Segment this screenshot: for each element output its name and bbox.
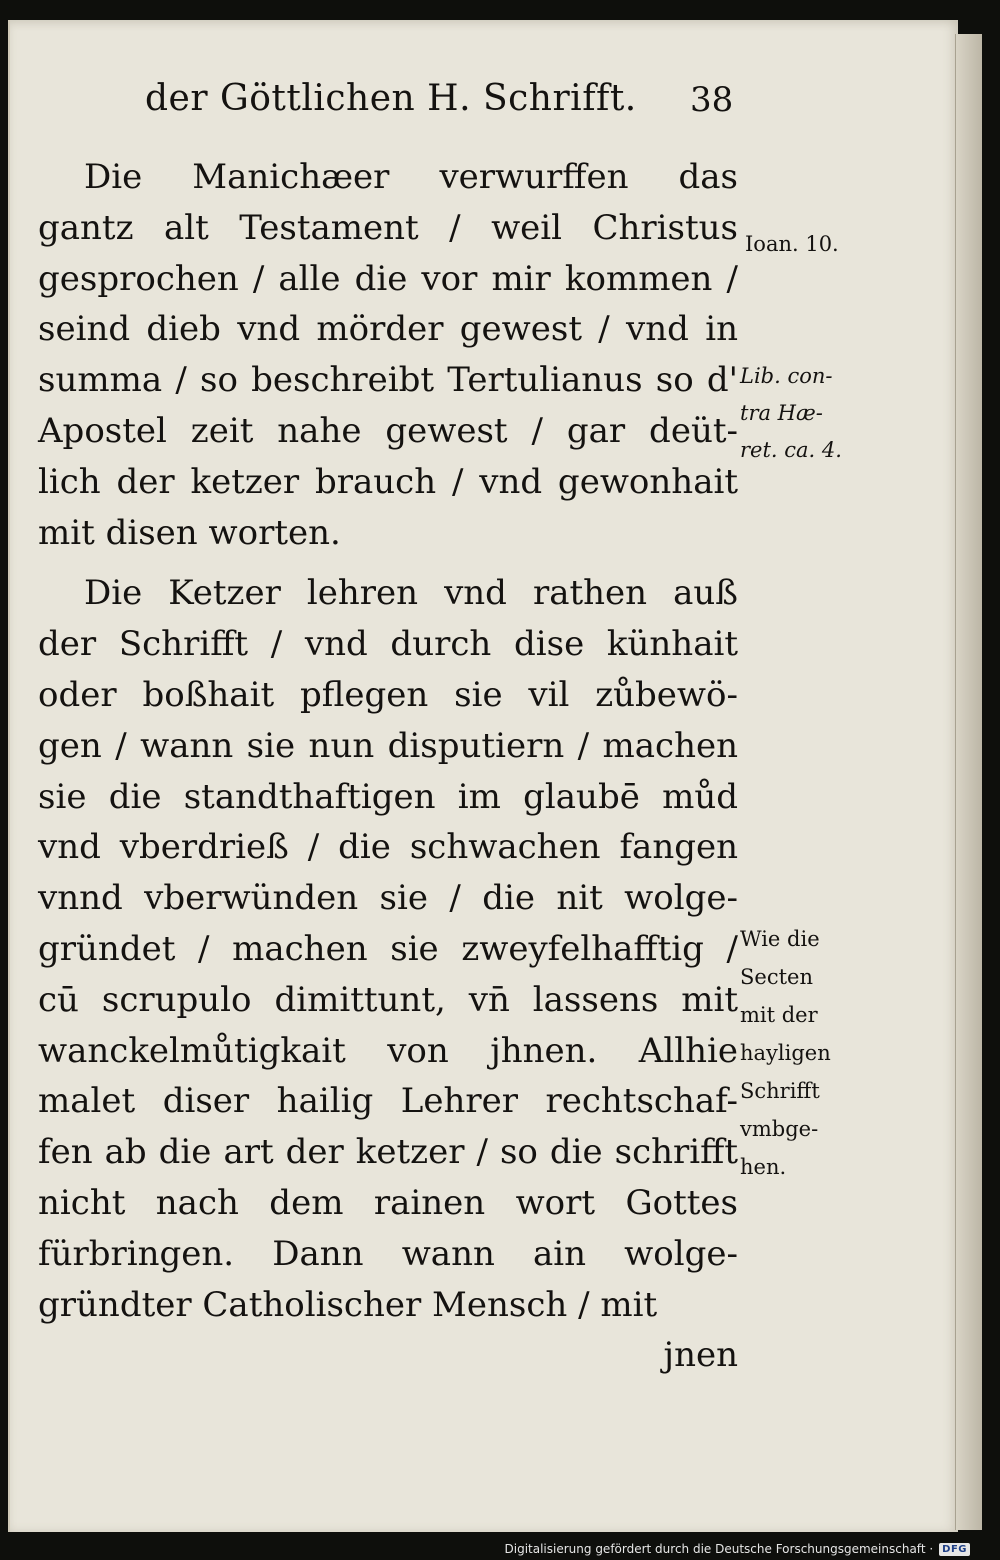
text-line: Die Ketzer lehren vnd rathen auß (84, 573, 738, 614)
text-line: gen / wann sie nun disputiern / machen (38, 725, 738, 766)
margin-note-sects (740, 920, 831, 1186)
text-line: wanckelmůtigkait von jhnen. Allhie (38, 1030, 738, 1071)
text-line: fürbringen. Dann wann ain wolge- (38, 1233, 738, 1274)
margin-note-line: mit der (740, 1003, 818, 1027)
margin-note-line: ret. ca. 4. (740, 438, 842, 462)
text-line: malet diser hailig Lehrer rechtschaf- (38, 1081, 738, 1122)
margin-note-line: vmbge- (740, 1117, 819, 1141)
margin-note-line: Secten (740, 965, 813, 989)
running-head: der Göttlichen H. Schrifft. (145, 78, 637, 119)
catchword: jnen (663, 1335, 738, 1376)
credit-text: Digitalisierung gefördert durch die Deutsche Forschungsgemeinschaft · (504, 1542, 934, 1556)
text-line: cū scrupulo dimittunt, vn̄ lassens mit (38, 979, 738, 1020)
text-line: gantz alt Testament / weil Christus (38, 207, 738, 248)
text-line: gesprochen / alle die vor mir kommen / (38, 258, 738, 299)
page-edge (955, 34, 982, 1530)
margin-note-line: Lib. con- (740, 364, 833, 388)
text-line: gründter Catholischer Mensch / mit (38, 1284, 658, 1325)
text-line: summa / so beschreibt Tertulianus so d' (38, 360, 738, 401)
text-line: vnd vberdrieß / die schwachen fangen (38, 827, 738, 868)
dfg-logo-icon: DFG (939, 1543, 970, 1556)
margin-note-line: hayligen (740, 1041, 831, 1065)
margin-note-scripture-ref (745, 226, 839, 263)
text-line: Die Manichæer verwurffen das (84, 157, 738, 197)
body-text (38, 152, 738, 1381)
page-number: 38 (690, 80, 734, 120)
text-line: Apostel zeit nahe gewest / gar deüt- (38, 410, 738, 451)
text-line: der Schrifft / vnd durch dise künhait (38, 624, 738, 665)
text-line: sie die standthaftigen im glaubē můd (38, 776, 738, 817)
text-line: seind dieb vnd mörder gewest / vnd in (38, 309, 738, 350)
margin-note-line: Wie die (740, 927, 820, 951)
text-line: fen ab die art der ketzer / so die schrifft (38, 1132, 738, 1173)
margin-note-line: Schrifft (740, 1079, 820, 1103)
margin-note-tertullian-ref (740, 358, 842, 469)
text-line: vnnd vberwünden sie / die nit wolge- (38, 878, 738, 919)
margin-note-line: hen. (740, 1155, 787, 1179)
text-line: nicht nach dem rainen wort Gottes (38, 1182, 738, 1223)
text-line: gründet / machen sie zweyfelhafftig / (38, 928, 738, 969)
text-line: lich der ketzer brauch / vnd gewonhait (38, 461, 738, 502)
text-line: oder boßhait pflegen sie vil zůbewö- (38, 674, 738, 715)
text-line: mit disen worten. (38, 512, 341, 553)
margin-note-line: tra Hæ- (740, 401, 823, 425)
digitization-credit (505, 1542, 970, 1556)
margin-note-line: Ioan. 10. (745, 232, 839, 256)
